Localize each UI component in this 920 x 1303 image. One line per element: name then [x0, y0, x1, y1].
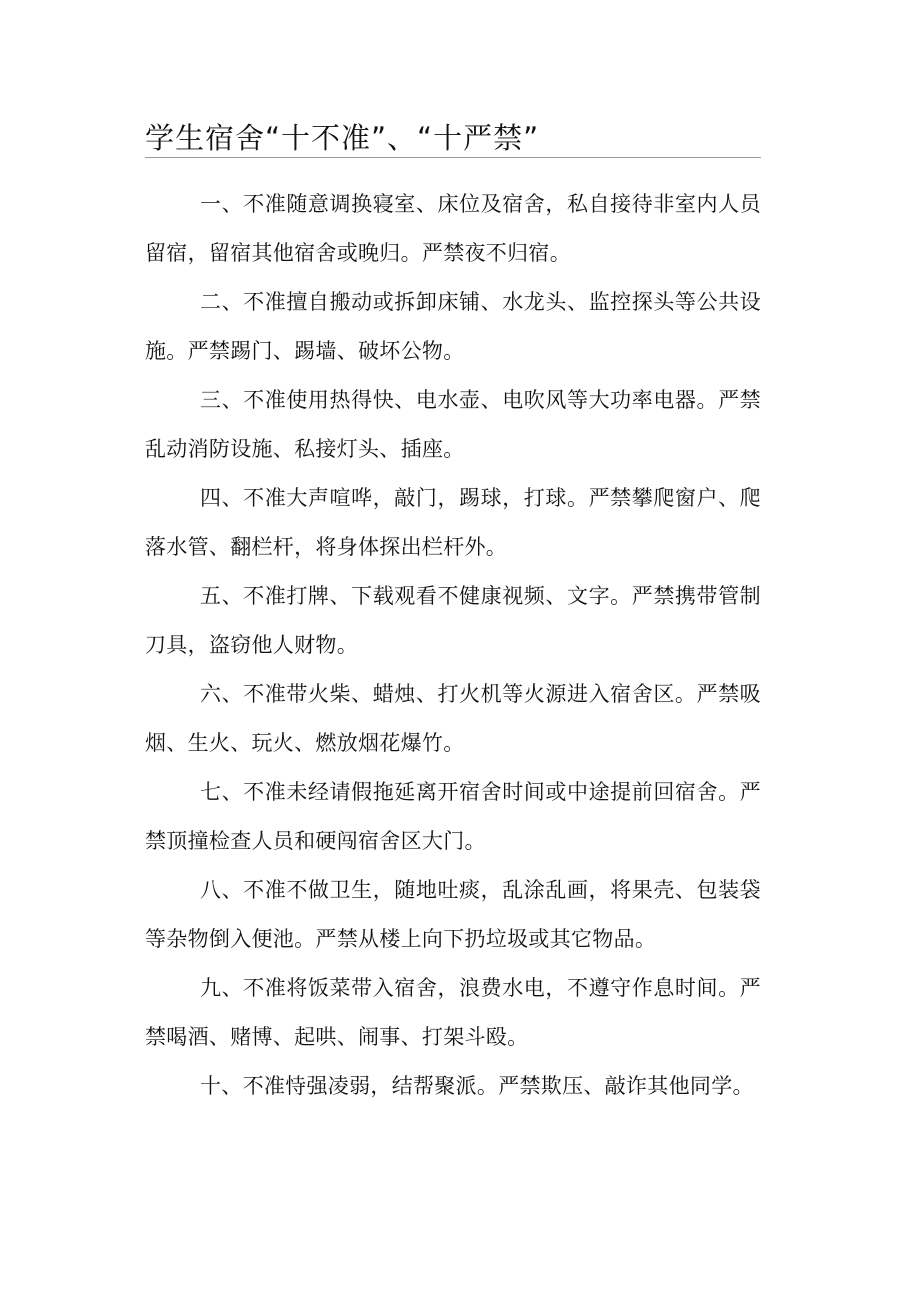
rule-item-10: 十、不准恃强凌弱，结帮聚派。严禁欺压、敲诈其他同学。 [200, 1074, 754, 1098]
document-title: 学生宿舍“十不准”、“十严禁” [145, 121, 540, 155]
rule-item-1: 一、不准随意调换寝室、床位及宿舍，私自接待非室内人员留宿，留宿其他宿舍或晚归。严禁夜不归宿。 [145, 192, 761, 265]
rule-item-9: 九、不准将饭菜带入宿舍，浪费水电，不遵守作息时间。严禁喝酒、赌博、起哄、闹事、打架斗殴。 [145, 976, 761, 1049]
rule-item-2: 二、不准擅自搬动或拆卸床铺、水龙头、监控探头等公共设施。严禁踢门、踢墙、破坏公物。 [145, 290, 761, 363]
rule-item-4: 四、不准大声喧哗，敲门，踢球，打球。严禁攀爬窗户、爬落水管、翻栏杆，将身体探出栏杆外。 [145, 486, 761, 559]
rule-item-7: 七、不准未经请假拖延离开宿舍时间或中途提前回宿舍。严禁顶撞检查人员和硬闯宿舍区大门。 [145, 780, 761, 853]
rule-item-6: 六、不准带火柴、蜡烛、打火机等火源进入宿舍区。严禁吸烟、生火、玩火、燃放烟花爆竹。 [145, 682, 761, 755]
title-underline [145, 157, 761, 158]
rule-item-3: 三、不准使用热得快、电水壶、电吹风等大功率电器。严禁乱动消防设施、私接灯头、插座。 [145, 388, 761, 461]
rules-list [145, 180, 761, 1111]
rule-item-8: 八、不准不做卫生，随地吐痰，乱涂乱画，将果壳、包装袋等杂物倒入便池。严禁从楼上向下扔垃圾或其它物品。 [145, 878, 761, 951]
rule-item-5: 五、不准打牌、下载观看不健康视频、文字。严禁携带管制刀具，盗窃他人财物。 [145, 584, 761, 657]
